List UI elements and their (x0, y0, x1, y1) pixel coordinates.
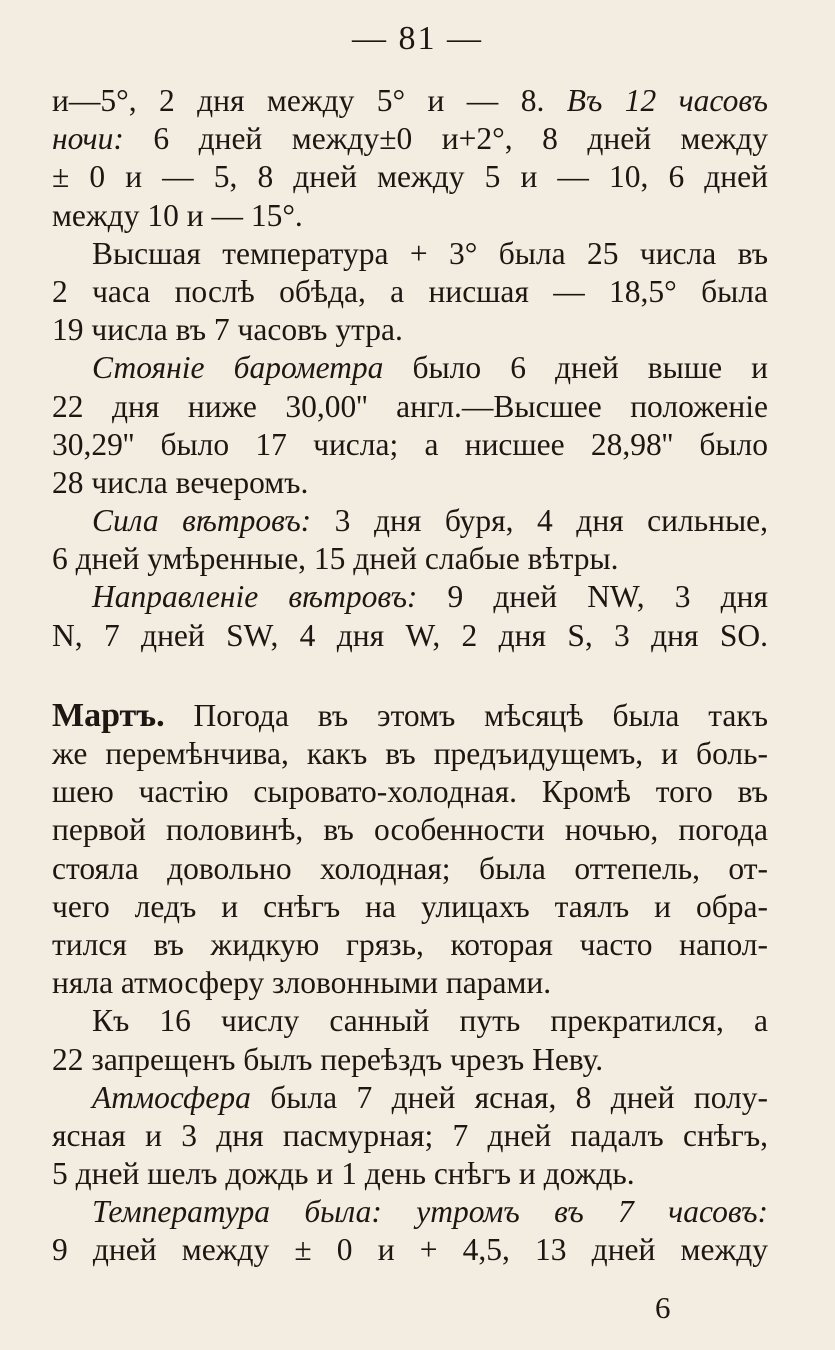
text-line: шею частiю сыровато-холодная. Кромѣ того въ (52, 774, 768, 810)
text-line: Высшая температура + 3° была 25 числа въ (92, 235, 768, 271)
section-gap (52, 655, 768, 697)
text-line: Къ 16 числу санный путь прекратился, а (92, 1003, 768, 1039)
page-number: — 81 — (352, 20, 483, 57)
text-line: няла атмосферу зловонными парами. (52, 965, 552, 1001)
text-line: 5 дней шелъ дождь и 1 день снѣгъ и дождь. (52, 1156, 635, 1192)
text-line: 2 часа послѣ обѣда, а нисшая — 18,5° была (52, 273, 768, 309)
text-line: чего ледъ и снѣгъ на улицахъ таялъ и обра- (52, 888, 768, 924)
text-line: Температура была: утромъ въ 7 часовъ: (92, 1194, 768, 1230)
text-line: 22 дня ниже 30,00'' англ.—Высшее положенiе (52, 388, 768, 424)
text-line: 9 дней между ± 0 и + 4,5, 13 дней между (52, 1232, 768, 1268)
text-line: между 10 и — 15°. (52, 197, 303, 233)
text-line: ночи: 6 дней между±0 и+2°, 8 дней между (52, 121, 768, 157)
text-line: 22 запрещенъ былъ переѣздъ чрезъ Неву. (52, 1041, 604, 1077)
text-line: N, 7 дней SW, 4 дня W, 2 дня S, 3 дня SO. (52, 617, 768, 653)
text-line: 28 числа вечеромъ. (52, 464, 309, 500)
text-line: тился въ жидкую грязь, которая часто напол- (52, 926, 768, 962)
text-line: первой половинѣ, въ особенности ночью, погода (52, 812, 768, 848)
text-line: 30,29'' было 17 числа; а нисшее 28,98'' было (52, 426, 768, 462)
text-line: Направленiе вѣтровъ: 9 дней NW, 3 дня (92, 579, 769, 615)
text-line: Атмосфера была 7 дней ясная, 8 дней полу- (92, 1079, 768, 1115)
text-line: Стоянiе барометра было 6 дней выше и (92, 350, 768, 386)
text-line: и—5°, 2 дня между 5° и — 8. Въ 12 часовъ (52, 83, 768, 118)
text-line: же перемѣнчива, какъ въ предъидущемъ, и боль- (52, 736, 768, 771)
text-line: ясная и 3 дня пасмурная; 7 дней падалъ снѣгъ, (52, 1117, 768, 1153)
page-body (52, 82, 768, 1270)
text-line: ± 0 и — 5, 8 дней между 5 и — 10, 6 дней (52, 159, 768, 195)
text-line: 19 числа въ 7 часовъ утра. (52, 312, 403, 348)
section-heading: Мартъ. (52, 696, 165, 734)
text-line: Мартъ. Погода въ этомъ мѣсяцѣ была такъ (52, 696, 768, 734)
text-line: Сила вѣтровъ: 3 дня буря, 4 дня сильные, (92, 503, 768, 539)
text-line: стояла довольно холодная; была оттепель, от- (52, 850, 768, 886)
text-line: 6 дней умѣренные, 15 дней слабые вѣтры. (52, 541, 619, 577)
signature-mark: 6 (655, 1290, 671, 1325)
